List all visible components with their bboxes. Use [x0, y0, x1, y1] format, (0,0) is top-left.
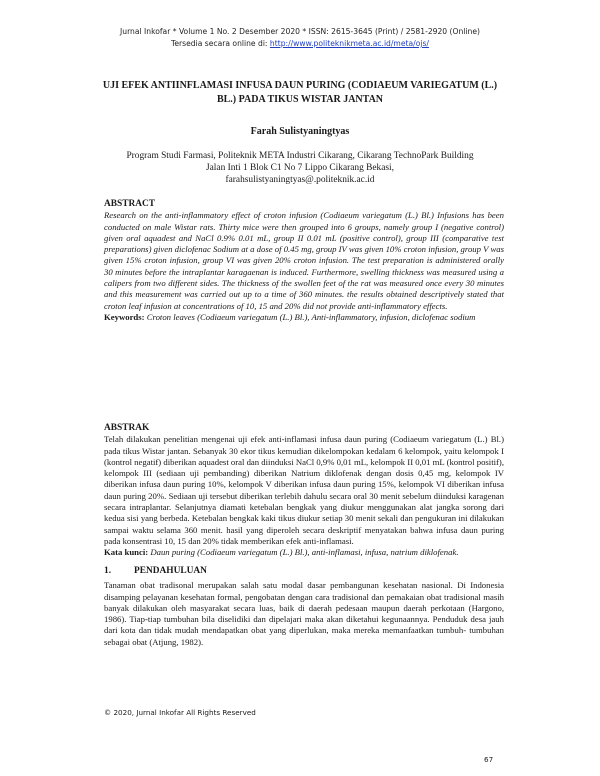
keywords-text: Croton leaves (Codiaeum variegatum (L.) Bl.), Anti-inflammatory, infusion, diclofenac sodium	[144, 311, 476, 322]
journal-header	[0, 26, 600, 50]
abstract-id	[104, 423, 504, 559]
section-number: 1.	[104, 566, 112, 576]
section-title: PENDAHULUAN	[134, 566, 207, 576]
abstract-en-heading: ABSTRACT	[104, 199, 156, 209]
paper-title: UJI EFEK ANTIINFLAMASI INFUSA DAUN PURING (CODIAEUM VARIEGATUM (L.) BL.) PADA TIKUS WISTAR JANTAN	[102, 80, 498, 105]
abstract-id-body: Telah dilakukan penelitian mengenai uji efek anti-inflamasi infusa daun puring (Codiaeum variegatum (L.) Bl.) pada tikus Wistar jantan. Sebanyak 30 ekor tikus kemudian dikelompokan kedalam 6 kelompok, yaitu kelompok I (kontrol negatif) diberikan aquadest oral dan diinduksi NaCl 0,9% 0,01 mL, kelompok II 0,01 mL (kontrol positif), kelompok III (sediaan uji pembanding) diberikan Natrium diklofenak dengan dosis 0,45 mg, kelompok IV diberikan infusa daun puring 10%, kelompok V diberikan infusa daun puring 15%, kelompok VI diberikan infusa daun puring 20%. Sediaan uji tersebut diberikan terlebih dahulu secara oral 30 menit sebelum diinduksi karagenan secara intraplantar. Selanjutnya diamati ketebalan bengkak yang diukur menggunakan alat jangka sorong dari kedua sisi yang berbeda. Ketebalan bengkak kaki tikus diukur setiap 30 menit sekali dan pengukuran ini dilakukan sampai waktu selama 360 menit. hasil yang diperoleh secara deskriptif menyatakan bahwa infusa daun puring pada konsentrasi 10, 15 dan 20% tidak memberikan efek anti-inflamasi.	[104, 434, 504, 546]
keywords-label: Keywords:	[104, 311, 145, 322]
section-heading	[104, 566, 504, 577]
copyright-footer: © 2020, Jurnal Inkofar All Rights Reserved	[104, 708, 256, 717]
journal-url-link[interactable]: http://www.politeknikmeta.ac.id/meta/ojs/	[269, 39, 429, 48]
abstract-en-body: Research on the anti-inflammatory effect of croton infusion (Codiaeum variegatum (L.) Bl.) Infusions has been conducted on male Wistar rats. Thirty mice were then grouped into 6 groups, namely group I (negative control) given oral aquadest and NaCl 0.9% 0.01 mL, group II 0.01 mL (positive control), group III (comparative test preparations) given diclofenac Sodium at a dose of 0.45 mg, group IV was given 10% croton infusion, group V was given 15% croton infusion, group VI was given 20% croton infusion. The test preparation is administered orally 30 minutes before the intraplantar karagaenan is induced. Furthermore, swelling thickness was measured using a calipers from two different sides. The thickness of the swollen feet of the rat was measured once every 30 minutes and this measurement was carried out up to a time of 360 minutes. the results obtained descriptively stated that croton leaf infusion at concentrations of 10, 15 and 20% did not provide anti-inflammatory effects.	[104, 210, 504, 311]
abstract-id-heading: ABSTRAK	[104, 423, 150, 433]
availability-prefix: Tersedia secara online di:	[171, 39, 270, 48]
journal-availability	[0, 38, 600, 50]
abstract-id-keywords	[104, 547, 504, 558]
section-introduction	[104, 566, 504, 648]
author-name: Farah Sulistyaningtyas	[250, 126, 350, 137]
kata-kunci-text: Daun puring (Codiaeum variegatum (L.) Bl.), anti-inflamasi, infusa, natrium diklofenak.	[148, 547, 459, 558]
abstract-en	[104, 199, 504, 323]
section-body: Tanaman obat tradisonal merupakan salah satu modal dasar pembangunan kesehatan nasional. Di Indonesia disamping pelayanan kesehatan formal, pengobatan dengan cara tradisional dan pemakaian obat tradisional masih banyak dilakukan oleh masyarakat secara luas, baik di daerah pedesaan maupun daerah perkotaan (Hargono, 1986). Tiap-tiap tumbuhan bila diselidiki dan dipelajari maka akan diketahui kegunaannya. Penduduk desa jauh dari kota dan tidak mudah mendapatkan obat yang diperlukan, maka mereka memanfaatkan tumbuh- tumbuhan sebagai obat (Atjung, 1982).	[104, 580, 504, 647]
journal-info: Jurnal Inkofar * Volume 1 No. 2 Desember 2020 * ISSN: 2615-3645 (Print) / 2581-2920 (Online)	[120, 27, 480, 36]
affiliation	[100, 150, 500, 186]
author-email: farahsulistyaningtyas@.politeknik.ac.id	[225, 175, 375, 185]
kata-kunci-label: Kata kunci:	[104, 547, 149, 558]
affiliation-line-2: Jalan Inti 1 Blok C1 No 7 Lippo Cikarang Bekasi,	[206, 163, 394, 173]
affiliation-line-1: Program Studi Farmasi, Politeknik META Industri Cikarang, Cikarang TechnoPark Building	[126, 151, 474, 161]
page-number: 67	[484, 755, 494, 764]
abstract-en-keywords	[104, 312, 504, 323]
